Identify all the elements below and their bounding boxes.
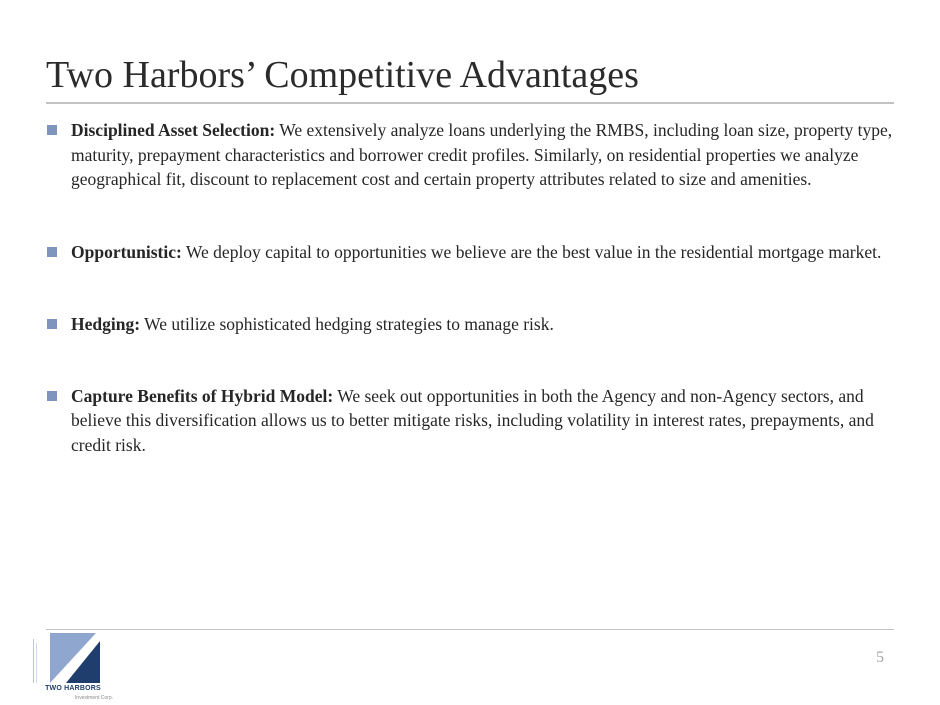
bullet-item-asset-selection: [46, 118, 906, 192]
bullet-item-hedging: [46, 312, 906, 337]
square-bullet-icon: [47, 247, 57, 257]
bullet-heading: Capture Benefits of Hybrid Model:: [71, 385, 334, 406]
title-divider: [46, 102, 894, 104]
page-number: 5: [876, 649, 884, 666]
bullet-item-hybrid-model: [46, 384, 906, 458]
two-harbors-logo: [33, 631, 113, 703]
bullet-text: We utilize sophisticated hedging strategies to manage risk.: [140, 314, 554, 334]
bullet-heading: Disciplined Asset Selection:: [71, 120, 276, 140]
bullet-text: We seek out opportunities in both the Agency and non-Agency sectors, and believe this diversification allows us to better mitigate risks, including volatility in interest rates, prepayments, and credit risk.: [71, 385, 874, 455]
bullet-text: We extensively analyze loans underlying the RMBS, including loan size, property type, maturity, prepayment characteristics and borrower credit profiles. Similarly, on residential properties we analyze geographical fit, discount to replacement cost and certain property attributes related to size and amenities.: [71, 120, 893, 189]
logo-tagline: Investment Corp.: [74, 695, 113, 701]
bullet-text: We deploy capital to opportunities we believe are the best value in the residential mortgage market.: [181, 241, 882, 262]
bullet-list: [46, 118, 906, 505]
bullet-heading: Opportunistic:: [71, 241, 182, 262]
bullet-item-opportunistic: [46, 240, 906, 265]
bullet-heading: Hedging:: [71, 314, 141, 334]
logo-side-mark-icon: [33, 639, 45, 683]
slide-title: Two Harbors’ Competitive Advantages: [46, 54, 639, 96]
square-bullet-icon: [47, 391, 57, 401]
square-bullet-icon: [47, 125, 57, 135]
footer-divider: [46, 629, 894, 630]
logo-wordmark: TWO HARBORS: [45, 685, 101, 692]
square-bullet-icon: [47, 319, 57, 329]
sail-logo-icon: [50, 633, 100, 683]
